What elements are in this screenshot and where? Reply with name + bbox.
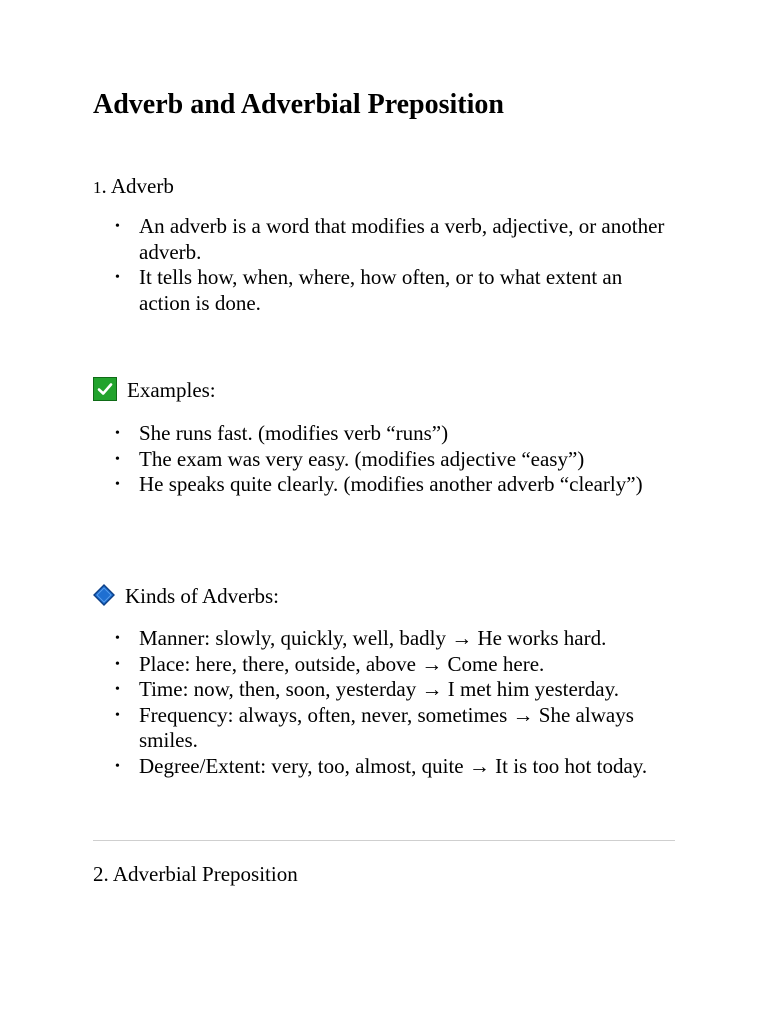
examples-heading — [93, 377, 216, 403]
kinds-heading — [93, 583, 279, 609]
list-item: • Place: here, there, outside, above → Come here. — [93, 652, 675, 678]
check-mark-button-icon — [93, 377, 117, 401]
list-item: • An adverb is a word that modifies a verb, adjective, or another adverb. — [93, 214, 675, 265]
section-1-heading — [93, 173, 174, 201]
section-1-heading-text: . Adverb — [101, 174, 174, 198]
kinds-heading-text: Kinds of Adverbs: — [125, 584, 279, 608]
list-item: • She runs fast. (modifies verb “runs”) — [93, 421, 675, 447]
section-divider — [93, 840, 675, 841]
kinds-list — [93, 626, 675, 779]
section-1-number: 1 — [93, 178, 102, 197]
document-title: Adverb and Adverbial Preposition — [93, 89, 504, 120]
examples-list — [93, 421, 675, 498]
examples-heading-text: Examples: — [127, 378, 216, 402]
adverb-definition-list — [93, 214, 675, 316]
list-item: • Degree/Extent: very, too, almost, quite → It is too hot today. — [93, 754, 675, 780]
list-item: • Frequency: always, often, never, sometimes → She always smiles. — [93, 703, 675, 754]
list-item: • Time: now, then, soon, yesterday → I met him yesterday. — [93, 677, 675, 703]
list-item: • The exam was very easy. (modifies adjective “easy”) — [93, 447, 675, 473]
section-2-heading: 2. Adverbial Preposition — [93, 862, 298, 886]
list-item: • He speaks quite clearly. (modifies another adverb “clearly”) — [93, 472, 675, 498]
blue-diamond-icon — [93, 584, 115, 606]
list-item: • It tells how, when, where, how often, or to what extent an action is done. — [93, 265, 675, 316]
list-item: • Manner: slowly, quickly, well, badly → He works hard. — [93, 626, 675, 652]
